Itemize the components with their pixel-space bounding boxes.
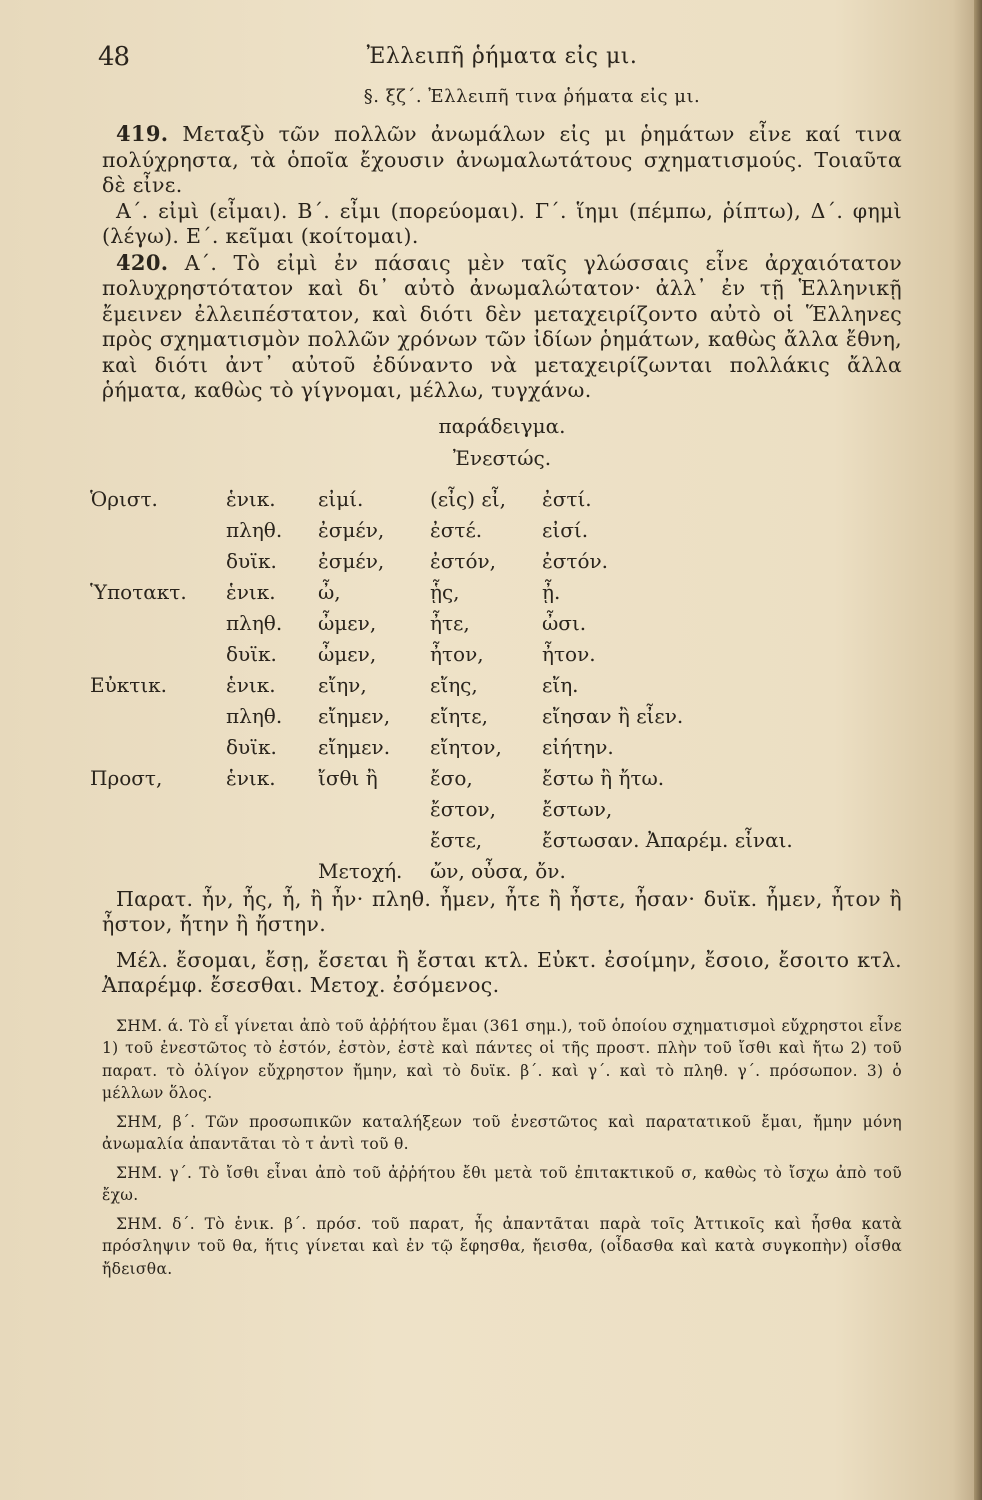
cell-f2: (εἶς) εἶ, (430, 487, 506, 511)
cell-f3: εἴησαν ἢ εἶεν. (542, 704, 684, 728)
table-row (90, 732, 842, 763)
cell-f3: ᾖ. (542, 580, 561, 604)
paragraph-number: 419. (116, 121, 169, 146)
cell-f2: ἔστον, (430, 797, 497, 821)
cell-number: δυϊκ. (226, 549, 277, 573)
note-2: ΣΗΜ, β΄. Τῶν προσωπικῶν καταλήξεων τοῦ ἐνεστῶτος καὶ παρατατικοῦ ἔμαι, ἤμην μόνη ἀνωμαλία ἀπαντᾶται τὸ τ ἀντὶ τοῦ θ. (102, 1112, 902, 1153)
cell-mood (90, 515, 226, 546)
note-3: ΣΗΜ. γ΄. Τὸ ἴσθι εἶναι ἀπὸ τοῦ ἀῤῥήτου ἔθι μετὰ τοῦ ἐπιτακτικοῦ σ, καθὼς τὸ ἴσχω ἀπὸ τοῦ ἔχω. (102, 1163, 902, 1204)
cell-f3: εἰσί. (542, 518, 589, 542)
table-row (90, 701, 842, 732)
cell-number: πληθ. (226, 611, 283, 635)
table-row (90, 577, 842, 608)
cell-mood (90, 639, 226, 670)
cell-f2: ἐστόν, (430, 549, 497, 573)
cell-f3: ἐστόν. (542, 549, 609, 573)
cell-f2: εἴητε, (430, 704, 488, 728)
cell-number: ἑνικ. (226, 766, 276, 790)
book-spine (974, 0, 982, 1500)
cell-f2: ἦτον, (430, 642, 484, 666)
cell-number: δυϊκ. (226, 735, 277, 759)
cell-mood (90, 546, 226, 577)
cell-f3: ἐστί. (542, 487, 592, 511)
paradigm-title: παράδειγμα. (438, 413, 566, 438)
cell-f2: ἔστε, (430, 828, 483, 852)
cell-f1: ἐσμέν, (318, 518, 385, 542)
cell-f1: εἴημεν, (318, 704, 391, 728)
table-row (90, 825, 842, 856)
cell-mood (90, 608, 226, 639)
verb-list: Α΄. εἰμὶ (εἶμαι). Β΄. εἶμι (πορεύομαι). Γ΄. ἵημι (πέμπω, ῥίπτω), Δ΄. φημὶ (λέγω). Ε΄. κεῖμαι (κοίτομαι). (102, 198, 902, 248)
cell-f1: ὦμεν, (318, 642, 377, 666)
paragraph-text: Α΄. Τὸ εἰμὶ ἐν πάσαις μὲν ταῖς γλώσσαις εἶνε ἀρχαιότατον πολυχρηστότατον καὶ δι᾽ αὐτὸ ἀνωμαλώτατον· ἀλλ᾽ ἐν τῇ Ἑλληνικῇ ἔμεινεν ἐλλειπέστατον, καὶ διότι δὲν μεταχειρίζοντο αὐτὸ οἱ Ἕλληνες πρὸς σχηματισμὸν πολλῶν χρόνων τῶν ἰδίων ῥημάτων, καθὼς ἄλλα ἔθνη, καὶ διότι ἀντ᾽ αὐτοῦ ἐδύναντο νὰ μεταχειρίζωνται πολλάκις ἄλλα ῥήματα, καθὼς τὸ γίγνομαι, μέλλω, τυγχάνω. (102, 250, 902, 402)
cell-mood: Εὐκτικ. (90, 673, 168, 697)
cell-f1: εἴημεν. (318, 735, 391, 759)
paragraph-text: Μεταξὺ τῶν πολλῶν ἀνωμάλων εἰς μι ῥημάτων εἶνε καί τινα πολύχρηστα, τὰ ὁποῖα ἔχουσιν ἀνωμαλωτάτους σχηματισμούς. Τοιαῦτα δὲ εἶνε. (102, 122, 902, 197)
cell-number (226, 794, 318, 825)
table-row (90, 763, 842, 794)
cell-mood (90, 732, 226, 763)
cell-f2: ᾗς, (430, 580, 460, 604)
cell-f1 (318, 825, 430, 856)
running-head: Ἐλλειπῆ ῥήματα εἰς μι. (366, 44, 638, 69)
cell-f1: ἴσθι ἢ (318, 766, 378, 790)
cell-number: ἑνικ. (226, 487, 276, 511)
page-number: 48 (98, 42, 130, 72)
cell-f1: εἴην, (318, 673, 367, 697)
cell-number: πληθ. (226, 704, 283, 728)
cell-f1 (318, 794, 430, 825)
note-1: ΣΗΜ. ά. Τὸ εἶ γίνεται ἀπὸ τοῦ ἀῤῥήτου ἔμαι (361 σημ.), τοῦ ὁποίου σχηματισμοὶ εὔχρηστοι εἶνε 1) τοῦ ἐνεστῶτος τὸ ἐστόν, ἐστὸν, ἐστὲ καὶ πάντες οἱ τῆς προστ. πλὴν τοῦ ἴσθι καὶ ἤτω 2) τοῦ παρατ. τὸ ὀλίγον εὔχρηστον ἤμην, καὶ τὸ δυϊκ. β΄. καὶ γ΄. καὶ τὸ πληθ. γ΄. πρόσωπον. 3) ὁ μέλλων ὅλος. (102, 1016, 902, 1102)
paragraph-420 (102, 250, 902, 404)
cell-f3: ἔστω ἢ ἤτω. (542, 766, 665, 790)
participle-forms: ὤν, οὖσα, ὄν. (430, 859, 566, 883)
cell-f3: ὦσι. (542, 611, 587, 635)
cell-f2: ἐστέ. (430, 518, 483, 542)
section-title: §. ξζ΄. Ἐλλειπῆ τινα ῥήματα εἰς μι. (363, 86, 701, 107)
cell-mood (90, 701, 226, 732)
table-row (90, 546, 842, 577)
table-row (90, 515, 842, 546)
cell-mood: Ὁριστ. (90, 487, 158, 511)
paragraph-419 (102, 121, 902, 199)
cell-number: πληθ. (226, 518, 283, 542)
cell-number: δυϊκ. (226, 642, 277, 666)
table-row (90, 639, 842, 670)
cell-f2: ἦτε, (430, 611, 470, 635)
page-header (98, 36, 902, 80)
empty-cell (226, 856, 318, 887)
cell-f1: εἰμί. (318, 487, 364, 511)
cell-f2: εἴητον, (430, 735, 502, 759)
participle-row (90, 856, 842, 887)
cell-f1: ἐσμέν, (318, 549, 385, 573)
table-row (90, 794, 842, 825)
cell-mood (90, 825, 226, 856)
imperfect-paragraph: Παρατ. ἦν, ἦς, ἦ, ἢ ἦν· πληθ. ἦμεν, ἦτε ἢ ἦστε, ἦσαν· δυϊκ. ἦμεν, ἦτον ἢ ἦστον, ἤτην ἢ ἤστην. (102, 886, 902, 936)
note-4: ΣΗΜ. δ΄. Τὸ ἑνικ. β΄. πρόσ. τοῦ παρατ, ἦς ἀπαντᾶται παρὰ τοῖς Ἀττικοῖς καὶ ἦσθα κατὰ πρόσληψιν τοῦ θα, ἥτις γίνεται καὶ ἐν τῷ ἔφησθα, ἤεισθα, (οἶδασθα καὶ κατὰ συγκοπὴν) οἶσθα ἤδεισθα. (102, 1214, 902, 1278)
conjugation-table (90, 484, 842, 887)
cell-number: ἑνικ. (226, 580, 276, 604)
table-row (90, 670, 842, 701)
cell-f3: ἔστωσαν. Ἀπαρέμ. εἶναι. (542, 828, 793, 852)
cell-f3: εἴη. (542, 673, 579, 697)
notes-section (102, 1015, 902, 1281)
cell-mood (90, 794, 226, 825)
cell-f2: ἔσο, (430, 766, 473, 790)
cell-mood: Προστ, (90, 766, 163, 790)
cell-f3: ἔστων, (542, 797, 613, 821)
cell-f3: ἦτον. (542, 642, 596, 666)
table-row (90, 608, 842, 639)
table-row (90, 484, 842, 515)
page-content (90, 36, 902, 1280)
paragraph-number: 420. (116, 249, 169, 275)
cell-f2: εἴης, (430, 673, 478, 697)
empty-cell (90, 856, 226, 887)
cell-f1: ὦμεν, (318, 611, 377, 635)
future-paragraph: Μέλ. ἔσομαι, ἔσῃ, ἔσεται ἢ ἔσται κτλ. Εὐκτ. ἐσοίμην, ἔσοιο, ἔσοιτο κτλ. Ἀπαρέμφ. ἔσεσθαι. Μετοχ. ἐσόμενος. (102, 947, 902, 997)
participle-label: Μετοχή. (318, 859, 403, 883)
cell-mood: Ὑποτακτ. (90, 580, 187, 604)
cell-number: ἑνικ. (226, 673, 276, 697)
cell-number (226, 825, 318, 856)
cell-f1: ὦ, (318, 580, 341, 604)
tense-title: Ἐνεστώς. (452, 445, 552, 470)
cell-f3: εἰήτην. (542, 735, 614, 759)
